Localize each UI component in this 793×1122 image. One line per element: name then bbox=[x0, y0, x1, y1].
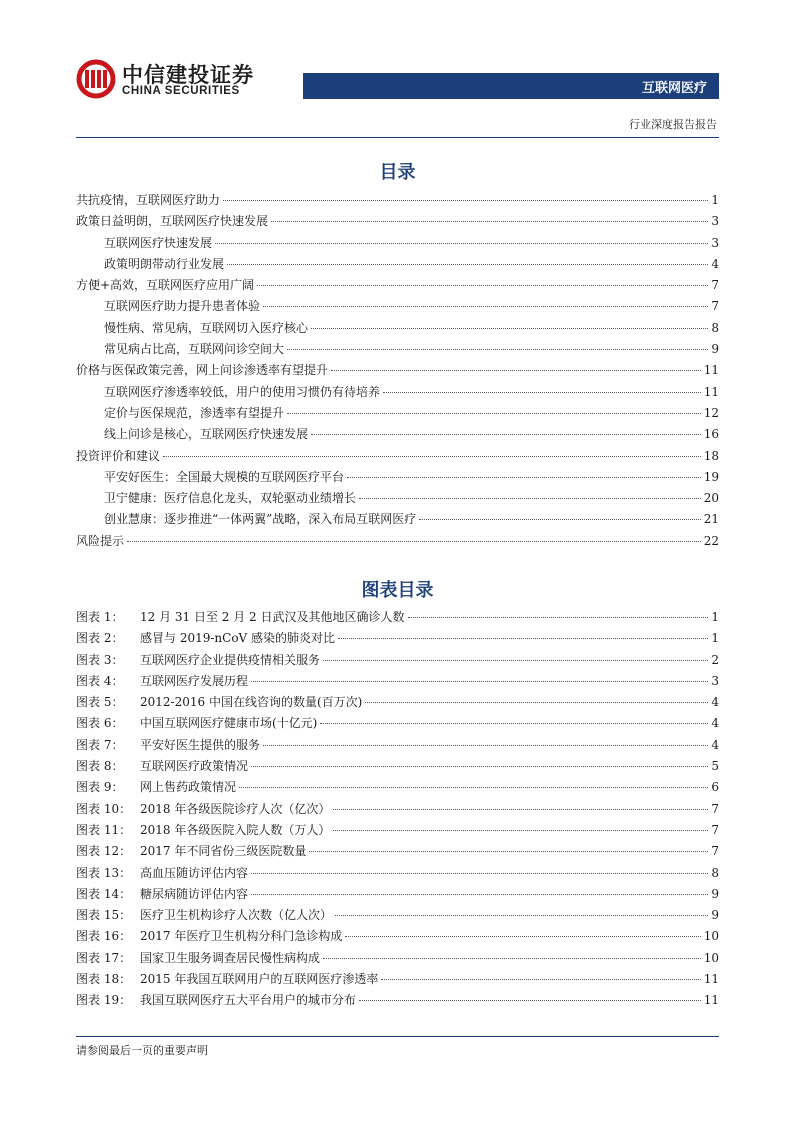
toc-entry-title: 定价与医保规范，渗透率有望提升 bbox=[104, 405, 285, 420]
dot-leader bbox=[365, 702, 708, 703]
figure-title: 互联网医疗企业提供疫情相关服务 bbox=[140, 652, 321, 667]
dot-leader bbox=[251, 766, 708, 767]
toc-entry-title: 政策日益明朗，互联网医疗快速发展 bbox=[76, 214, 269, 229]
toc-entry-page: 8 bbox=[711, 320, 719, 335]
figure-label: 图表 19： bbox=[76, 993, 132, 1008]
figure-label: 图表 8： bbox=[76, 759, 124, 774]
toc-entry[interactable] bbox=[76, 190, 719, 211]
toc-entry-title: 投资评价和建议 bbox=[76, 448, 161, 463]
toc-entry-title: 共抗疫情，互联网医疗助力 bbox=[76, 193, 221, 207]
figure-title: 我国互联网医疗五大平台用户的城市分布 bbox=[140, 993, 357, 1008]
dot-leader bbox=[345, 936, 700, 937]
footer-disclaimer: 请参阅最后一页的重要声明 bbox=[76, 1044, 208, 1057]
dot-leader bbox=[127, 541, 701, 542]
figure-entry[interactable] bbox=[76, 650, 719, 671]
toc-entry[interactable] bbox=[76, 488, 719, 509]
figure-label: 图表 4： bbox=[76, 673, 124, 688]
figure-label: 图表 12： bbox=[76, 844, 132, 859]
toc-entry-title: 互联网医疗助力提升患者体验 bbox=[104, 299, 261, 314]
toc-entry[interactable] bbox=[76, 382, 719, 403]
dot-leader bbox=[309, 851, 708, 852]
toc-entry-page: 12 bbox=[703, 405, 719, 420]
figure-label: 图表 2： bbox=[76, 631, 124, 646]
figure-entry[interactable] bbox=[76, 713, 719, 734]
toc-entry[interactable] bbox=[76, 254, 719, 275]
figure-title: 2012-2016 中国在线咨询的数量(百万次) bbox=[140, 695, 363, 710]
brand-name-en: CHINA SECURITIES bbox=[122, 85, 240, 97]
figure-entry[interactable] bbox=[76, 692, 719, 713]
figure-title: 2017 年不同省份三级医院数量 bbox=[140, 844, 307, 859]
figure-label: 图表 18： bbox=[76, 972, 132, 987]
figure-label: 图表 14： bbox=[76, 886, 132, 901]
dot-leader bbox=[263, 306, 708, 307]
dot-leader bbox=[419, 519, 700, 520]
dot-leader bbox=[338, 638, 708, 639]
dot-leader bbox=[408, 617, 709, 618]
toc-entry-title: 政策明朗带动行业发展 bbox=[104, 256, 225, 271]
dot-leader bbox=[331, 370, 701, 371]
toc-entry-page: 7 bbox=[711, 278, 719, 293]
toc-entry[interactable] bbox=[76, 360, 719, 381]
dot-leader bbox=[333, 830, 708, 831]
figure-title: 中国互联网医疗健康市场(十亿元) bbox=[140, 716, 318, 731]
figure-page: 7 bbox=[711, 822, 719, 837]
dot-leader bbox=[287, 413, 701, 414]
figure-label: 图表 16： bbox=[76, 929, 132, 944]
dot-leader bbox=[287, 349, 708, 350]
figure-title: 国家卫生服务调查居民慢性病构成 bbox=[140, 950, 321, 965]
figure-title: 高血压随访评估内容 bbox=[140, 865, 249, 880]
figure-label: 图表 3： bbox=[76, 652, 124, 667]
toc-entry-page: 3 bbox=[711, 235, 719, 250]
figure-entry[interactable] bbox=[76, 628, 719, 649]
dot-leader bbox=[320, 723, 708, 724]
figure-title: 糖尿病随访评估内容 bbox=[140, 886, 249, 901]
dot-leader bbox=[347, 477, 701, 478]
figure-label: 图表 15： bbox=[76, 908, 132, 923]
figure-entry[interactable] bbox=[76, 671, 719, 692]
toc-entry[interactable] bbox=[76, 339, 719, 360]
figure-page: 1 bbox=[711, 631, 719, 646]
toc-entry-title: 线上问诊是核心，互联网医疗快速发展 bbox=[104, 427, 309, 442]
dot-leader bbox=[359, 498, 701, 499]
toc-entry-page: 4 bbox=[711, 256, 719, 271]
figure-title: 互联网医疗发展历程 bbox=[140, 673, 249, 688]
figure-entry[interactable] bbox=[76, 948, 719, 969]
toc-entry-page: 21 bbox=[703, 512, 719, 527]
figure-entry[interactable] bbox=[76, 905, 719, 926]
dot-leader bbox=[251, 894, 708, 895]
toc-entry-page: 11 bbox=[703, 384, 719, 399]
toc-entry-page: 18 bbox=[703, 448, 719, 463]
figure-title: 平安好医生提供的服务 bbox=[140, 737, 261, 752]
figure-label: 图表 1： bbox=[76, 610, 124, 624]
footer-divider bbox=[76, 1036, 719, 1037]
figure-title: 感冒与 2019-nCoV 感染的肺炎对比 bbox=[140, 631, 336, 646]
figures-title: 图表目录 bbox=[361, 580, 434, 601]
toc-entry-page: 7 bbox=[711, 299, 719, 314]
sector-title: 互联网医疗 bbox=[641, 81, 707, 96]
toc-entry-title: 价格与医保政策完善，网上问诊渗透率有望提升 bbox=[76, 363, 329, 378]
toc-entry-title: 常见病占比高，互联网问诊空间大 bbox=[104, 342, 285, 357]
toc-entry-title: 方便+高效，互联网医疗应用广阔 bbox=[76, 278, 255, 293]
dot-leader bbox=[311, 328, 708, 329]
dot-leader bbox=[323, 958, 701, 959]
toc-entry-title: 创业慧康：逐步推进“一体两翼”战略，深入布局互联网医疗 bbox=[104, 512, 417, 527]
figure-title: 医疗卫生机构诊疗人次数（亿人次） bbox=[140, 908, 333, 923]
figure-page: 1 bbox=[711, 610, 719, 624]
figure-page: 4 bbox=[711, 716, 719, 731]
figure-entry[interactable] bbox=[76, 990, 719, 1011]
figure-page: 6 bbox=[711, 780, 719, 795]
figure-page: 10 bbox=[703, 929, 719, 944]
toc-entry-title: 互联网医疗快速发展 bbox=[104, 235, 213, 250]
report-type: 行业深度报告报告 bbox=[629, 118, 717, 131]
figure-page: 2 bbox=[711, 652, 719, 667]
brand-name-cn: 中信建投证券 bbox=[122, 63, 254, 87]
figure-page: 3 bbox=[711, 673, 719, 688]
figure-page: 10 bbox=[703, 950, 719, 965]
figure-page: 9 bbox=[711, 908, 719, 923]
figure-entry[interactable] bbox=[76, 777, 719, 798]
figure-page: 8 bbox=[711, 865, 719, 880]
figure-page: 11 bbox=[703, 993, 719, 1008]
toc-entry[interactable] bbox=[76, 509, 719, 530]
dot-leader bbox=[335, 915, 708, 916]
dot-leader bbox=[263, 745, 708, 746]
toc-entry[interactable] bbox=[76, 211, 719, 232]
toc-entry-page: 1 bbox=[711, 193, 719, 207]
figure-entry[interactable] bbox=[76, 799, 719, 820]
toc-entry[interactable] bbox=[76, 403, 719, 424]
toc-entry[interactable] bbox=[76, 446, 719, 467]
dot-leader bbox=[383, 392, 701, 393]
figure-entry[interactable] bbox=[76, 884, 719, 905]
figure-label: 图表 10： bbox=[76, 801, 132, 816]
figure-page: 11 bbox=[703, 972, 719, 987]
dot-leader bbox=[257, 285, 708, 286]
toc-entry[interactable] bbox=[76, 318, 719, 339]
figure-page: 5 bbox=[711, 759, 719, 774]
header-divider bbox=[76, 137, 719, 138]
figure-title: 2017 年医疗卫生机构分科门急诊构成 bbox=[140, 929, 343, 944]
dot-leader bbox=[251, 681, 708, 682]
toc-entry-page: 3 bbox=[711, 214, 719, 229]
toc-entry-title: 慢性病、常见病，互联网切入医疗核心 bbox=[104, 320, 309, 335]
figure-entry[interactable] bbox=[76, 841, 719, 862]
figure-entry[interactable] bbox=[76, 969, 719, 990]
dot-leader bbox=[215, 243, 708, 244]
toc-entry-title: 卫宁健康：医疗信息化龙头，双轮驱动业绩增长 bbox=[104, 491, 357, 506]
toc-entry-title: 风险提示 bbox=[76, 533, 125, 548]
figure-label: 图表 11： bbox=[76, 822, 132, 837]
dot-leader bbox=[163, 456, 701, 457]
sector-banner bbox=[303, 73, 719, 99]
figure-label: 图表 7： bbox=[76, 737, 124, 752]
toc-entry-title: 平安好医生：全国最大规模的互联网医疗平台 bbox=[104, 469, 345, 484]
figure-label: 图表 5： bbox=[76, 695, 124, 710]
dot-leader bbox=[223, 200, 708, 201]
figure-entry[interactable] bbox=[76, 735, 719, 756]
figure-page: 4 bbox=[711, 695, 719, 710]
toc-entry-title: 互联网医疗渗透率较低，用户的使用习惯仍有待培养 bbox=[104, 384, 381, 399]
toc-entry[interactable] bbox=[76, 424, 719, 445]
figure-title: 2015 年我国互联网用户的互联网医疗渗透率 bbox=[140, 972, 379, 987]
toc-title: 目录 bbox=[379, 162, 416, 183]
figure-entry[interactable] bbox=[76, 607, 719, 628]
figure-page: 7 bbox=[711, 801, 719, 816]
toc-entry[interactable] bbox=[76, 296, 719, 317]
figure-label: 图表 9： bbox=[76, 780, 124, 795]
dot-leader bbox=[323, 660, 708, 661]
dot-leader bbox=[271, 221, 708, 222]
dot-leader bbox=[311, 434, 701, 435]
toc-entry[interactable] bbox=[76, 467, 719, 488]
figure-entry[interactable] bbox=[76, 863, 719, 884]
dot-leader bbox=[251, 873, 708, 874]
toc-entry-page: 19 bbox=[703, 469, 719, 484]
dot-leader bbox=[381, 979, 700, 980]
figure-label: 图表 13： bbox=[76, 865, 132, 880]
dot-leader bbox=[333, 809, 708, 810]
toc-entry-page: 22 bbox=[703, 533, 719, 548]
toc-entry-page: 11 bbox=[703, 363, 719, 378]
toc-entry-page: 16 bbox=[703, 427, 719, 442]
figure-page: 7 bbox=[711, 844, 719, 859]
figure-page: 4 bbox=[711, 737, 719, 752]
toc-entry[interactable] bbox=[76, 233, 719, 254]
china-securities-logo-icon bbox=[76, 59, 116, 99]
figure-entry[interactable] bbox=[76, 820, 719, 841]
dot-leader bbox=[359, 1000, 701, 1001]
figure-title: 互联网医疗政策情况 bbox=[140, 759, 249, 774]
toc-list bbox=[76, 190, 719, 552]
company-logo bbox=[76, 55, 256, 101]
figure-title: 网上售药政策情况 bbox=[140, 780, 237, 795]
toc-entry-page: 20 bbox=[703, 491, 719, 506]
toc-entry[interactable] bbox=[76, 275, 719, 296]
figure-label: 图表 6： bbox=[76, 716, 124, 731]
figure-entry[interactable] bbox=[76, 756, 719, 777]
figure-entry[interactable] bbox=[76, 926, 719, 947]
toc-entry-page: 9 bbox=[711, 342, 719, 357]
figure-title: 12 月 31 日至 2 月 2 日武汉及其他地区确诊人数 bbox=[140, 610, 405, 624]
figures-list bbox=[76, 607, 719, 1012]
dot-leader bbox=[239, 787, 708, 788]
toc-entry[interactable] bbox=[76, 531, 719, 552]
figure-title: 2018 年各级医院诊疗人次（亿次） bbox=[140, 801, 331, 816]
figure-title: 2018 年各级医院入院人数（万人） bbox=[140, 822, 331, 837]
figure-page: 9 bbox=[711, 886, 719, 901]
dot-leader bbox=[227, 264, 708, 265]
figure-label: 图表 17： bbox=[76, 950, 132, 965]
